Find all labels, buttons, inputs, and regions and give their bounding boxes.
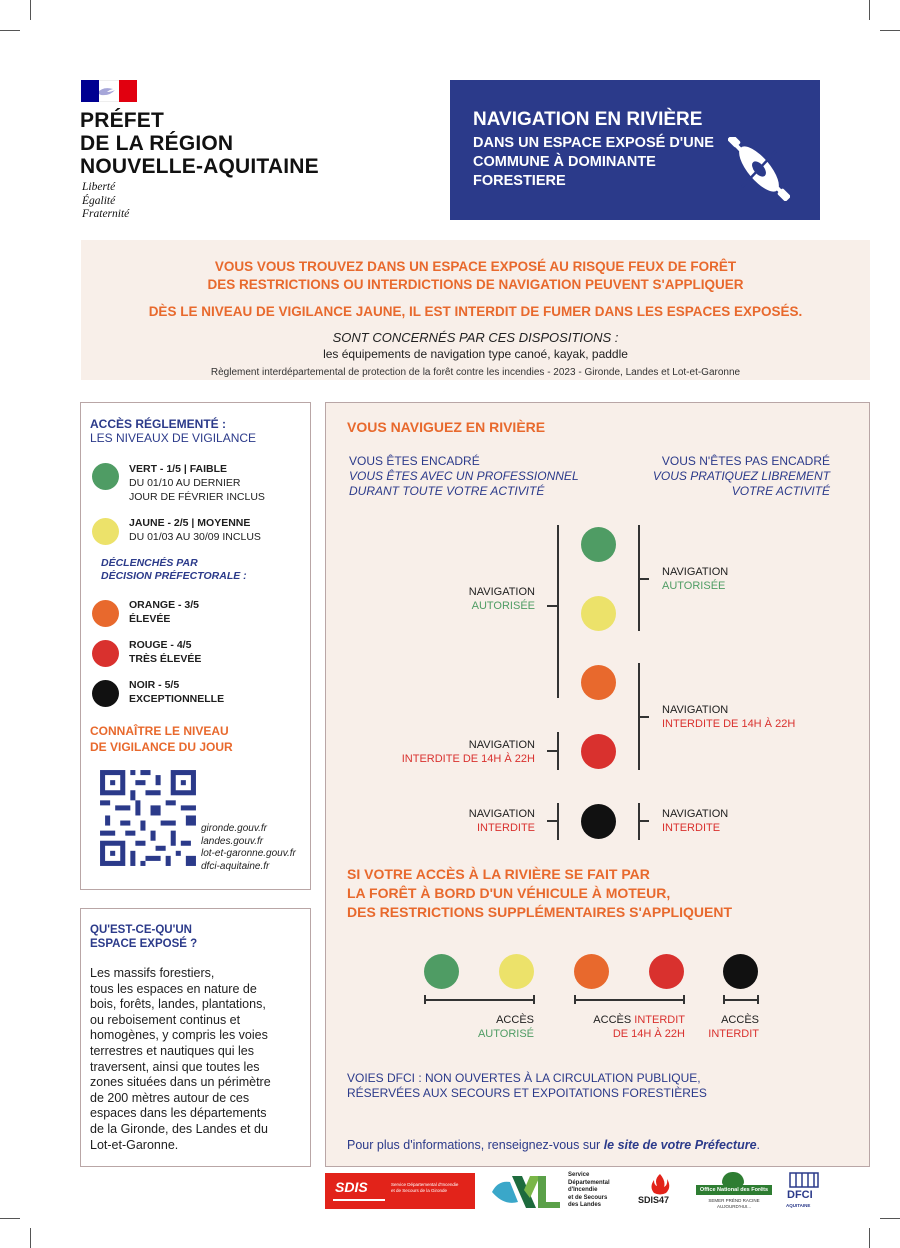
info-end: . — [756, 1138, 761, 1152]
sdis40-logo — [490, 1172, 620, 1214]
sdis47-name: SDIS47 — [638, 1195, 670, 1205]
vehicule-line-2: LA FORÊT À BORD D'UN VÉHICULE À MOTEUR, — [347, 885, 671, 901]
espace-line: tous les espaces en nature de — [90, 981, 257, 996]
level-dot-yellow — [92, 518, 119, 545]
sdis40-line-4: et de Secours — [568, 1194, 608, 1201]
sdis40-line-1: Service — [568, 1172, 590, 1178]
acces-interdit-part2: DE 14H À 22H — [612, 1028, 685, 1040]
riviere-dot-green — [581, 527, 616, 562]
title-box — [450, 80, 820, 220]
sdis40-line-2: Départemental — [568, 1179, 610, 1186]
acces-label-2: ACCÈS — [593, 1014, 632, 1026]
riviere-dot-orange — [581, 665, 616, 700]
left-nav-label-2: NAVIGATION — [468, 739, 535, 751]
prefet-line-3: NOUVELLE-AQUITAINE — [80, 155, 319, 178]
right-interdite: INTERDITE — [662, 822, 721, 834]
espace-line: terrestres et nautiques qui les — [90, 1043, 254, 1058]
know-level-line-1: CONNAÎTRE LE NIVEAU — [90, 724, 229, 738]
info-line — [347, 1138, 760, 1152]
level-dot-orange — [92, 600, 119, 627]
kayak-icon — [728, 137, 790, 201]
site-lot-et-garonne[interactable]: lot-et-garonne.gouv.fr — [201, 848, 296, 859]
left-interdite-horaire: INTERDITE DE 14H À 22H — [401, 753, 535, 765]
sdis33-sub-1: Service Départemental d'Incendie — [391, 1182, 459, 1187]
devise — [82, 181, 129, 222]
flame-icon — [648, 1173, 672, 1195]
level-black-desc: EXCEPTIONNELLE — [129, 693, 225, 705]
prefet-line-1: PRÉFET — [80, 109, 165, 132]
non-encadre-title: VOUS N'ÊTES PAS ENCADRÉ — [661, 454, 830, 468]
onf-sub-2: AUJOURD'HUI... — [716, 1204, 752, 1209]
sdis33-sub-2: et de Secours de la Gironde — [391, 1188, 448, 1193]
right-interdite-horaire: INTERDITE DE 14H À 22H — [662, 718, 796, 730]
smoking-ban: DÈS LE NIVEAU DE VIGILANCE JAUNE, IL EST INTERDIT DE FUMER DANS LES ESPACES EXPOSÉS. — [148, 304, 803, 319]
site-landes[interactable]: landes.gouv.fr — [201, 835, 264, 847]
espace-line: zones situées dans un périmètre — [90, 1075, 271, 1090]
acces-dot-black — [723, 954, 758, 989]
level-yellow-period: DU 01/03 AU 30/09 INCLUS — [129, 531, 261, 543]
sdis33-name: SDIS — [335, 1179, 368, 1195]
bracket-acces-interdit-horaire — [574, 999, 684, 1001]
sdis40-line-5: des Landes — [568, 1202, 602, 1208]
espace-line: traversent, ainsi que toutes les — [90, 1059, 260, 1074]
concerned-title: SONT CONCERNÉS PAR CES DISPOSITIONS : — [332, 330, 619, 345]
encadre-sub-2: DURANT TOUTE VOTRE ACTIVITÉ — [349, 484, 545, 498]
concerned-equipment: les équipements de navigation type canoé, kayak, paddle — [323, 347, 628, 361]
bracket-acces-autorise — [424, 999, 534, 1001]
right-nav-label-2: NAVIGATION — [662, 704, 729, 716]
level-black-label: NOIR - 5/5 — [129, 679, 180, 691]
sdis47-logo — [636, 1173, 682, 1213]
left-nav-label-3: NAVIGATION — [468, 808, 535, 820]
title-sub: DANS UN ESPACE EXPOSÉ D'UNE COMMUNE À DOMINANTE FORESTIERE — [473, 135, 714, 189]
devise-egalite: Égalité — [82, 194, 116, 207]
espace-definition — [90, 966, 271, 1153]
tower-icon — [789, 1172, 819, 1188]
onf-logo — [696, 1172, 772, 1214]
acces-dot-orange — [574, 954, 609, 989]
warning-line-2: DES RESTRICTIONS OU INTERDICTIONS DE NAVIGATION PEUVENT S'APPLIQUER — [207, 277, 744, 292]
level-orange-label: ORANGE - 3/5 — [129, 599, 200, 611]
right-autorisee: AUTORISÉE — [662, 580, 726, 592]
right-nav-label-1: NAVIGATION — [662, 566, 729, 578]
prefet-title — [80, 109, 319, 178]
dfci-line-2: RÉSERVÉES AUX SECOURS ET EXPOITATIONS FORESTIÈRES — [347, 1086, 707, 1100]
dfci-name: DFCI — [787, 1189, 813, 1201]
vehicule-line-3: DES RESTRICTIONS SUPPLÉMENTAIRES S'APPLIQUENT — [347, 904, 732, 920]
espace-line: Lot-et-Garonne. — [90, 1137, 179, 1152]
acces-dot-yellow — [499, 954, 534, 989]
riviere-title: VOUS NAVIGUEZ EN RIVIÈRE — [347, 419, 546, 435]
level-yellow-label: JAUNE - 2/5 | MOYENNE — [129, 517, 251, 529]
title-main: NAVIGATION EN RIVIÈRE — [473, 109, 703, 130]
level-red-desc: TRÈS ÉLEVÉE — [129, 653, 202, 665]
sdis33-logo — [325, 1173, 475, 1209]
espace-line: Les massifs forestiers, — [90, 966, 215, 980]
encadre-sub-1: VOUS ÊTES AVEC UN PROFESSIONNEL — [349, 469, 579, 483]
left-nav-label-1: NAVIGATION — [468, 586, 535, 598]
level-dot-red — [92, 640, 119, 667]
espace-line: homogènes, y compris les voies — [90, 1028, 268, 1043]
acces-interdit-part1: INTERDIT — [634, 1014, 685, 1026]
reglement-reference: Règlement interdépartemental de protection de la forêt contre les incendies - 2023 - Gironde, Landes et Lot-et-Garonne — [210, 367, 741, 378]
level-green-label: VERT - 1/5 | FAIBLE — [129, 463, 228, 475]
riviere-dot-yellow — [581, 596, 616, 631]
acces-label-1: ACCÈS — [496, 1014, 534, 1026]
acces-autorise: AUTORISÉ — [477, 1028, 534, 1040]
warning-band — [81, 240, 870, 380]
level-dot-green — [92, 463, 119, 490]
level-red-label: ROUGE - 4/5 — [129, 639, 192, 651]
bracket-left-interdite — [557, 803, 559, 840]
onf-name: Office National des Forêts — [696, 1185, 772, 1195]
bracket-right-interdite — [638, 803, 640, 840]
level-dot-black — [92, 680, 119, 707]
declenche-line-2: DÉCISION PRÉFECTORALE : — [101, 570, 247, 582]
site-dfci[interactable]: dfci-aquitaine.fr — [201, 860, 270, 872]
non-encadre-sub-2: VOTRE ACTIVITÉ — [731, 484, 830, 498]
bracket-acces-interdit — [723, 999, 758, 1001]
espace-line: espaces dans les départements — [90, 1106, 267, 1121]
dfci-sub: AQUITAINE — [786, 1203, 811, 1208]
vigilance-title: ACCÈS RÉGLEMENTÉ : — [90, 417, 227, 431]
sdis40-mark-icon — [490, 1172, 562, 1212]
know-level-line-2: DE VIGILANCE DU JOUR — [90, 740, 233, 754]
right-nav-label-3: NAVIGATION — [662, 808, 729, 820]
left-interdite: INTERDITE — [476, 822, 535, 834]
espace-title-1: QU'EST-CE-QU'UN — [90, 924, 192, 936]
acces-interdit: INTERDIT — [708, 1028, 759, 1040]
encadre-title: VOUS ÊTES ENCADRÉ — [349, 454, 480, 468]
info-text: Pour plus d'informations, renseignez-vous sur — [347, 1138, 604, 1152]
left-autorisee: AUTORISÉE — [471, 600, 535, 612]
onf-sub-1: SEMER PRÉND RACINE — [708, 1198, 760, 1203]
devise-fraternite: Fraternité — [82, 208, 130, 220]
acces-dot-green — [424, 954, 459, 989]
espace-line: de 200 mètres autour de ces — [90, 1090, 250, 1105]
devise-liberte: Liberté — [82, 181, 116, 193]
vigilance-subtitle: LES NIVEAUX DE VIGILANCE — [90, 431, 257, 445]
riviere-dot-red — [581, 734, 616, 769]
qr-code[interactable] — [95, 765, 201, 871]
espace-line: ou reboisement continus et — [90, 1012, 241, 1027]
bracket-left-autorisee — [557, 525, 559, 698]
acces-dot-red — [649, 954, 684, 989]
dfci-line-1: VOIES DFCI : NON OUVERTES À LA CIRCULATION PUBLIQUE, — [347, 1071, 701, 1085]
prefet-line-2: DE LA RÉGION — [80, 132, 234, 155]
declenche-line-1: DÉCLENCHÉS PAR — [101, 557, 198, 569]
level-orange-desc: ÉLEVÉE — [129, 613, 171, 625]
riviere-dot-black — [581, 804, 616, 839]
non-encadre-sub-1: VOUS PRATIQUEZ LIBREMENT — [652, 469, 830, 483]
level-green-period-2: JOUR DE FÉVRIER INCLUS — [129, 491, 265, 503]
espace-title-2: ESPACE EXPOSÉ ? — [90, 938, 198, 950]
sdis40-line-3: d'Incendie — [568, 1187, 598, 1193]
espace-line: de la Gironde, des Landes et du — [90, 1121, 268, 1136]
warning-line-1: VOUS VOUS TROUVEZ DANS UN ESPACE EXPOSÉ AU RISQUE FEUX DE FORÊT — [214, 259, 737, 274]
marianne-logo — [81, 80, 137, 102]
prefecture-link[interactable]: le site de votre Préfecture — [603, 1138, 757, 1152]
espace-line: bois, forêts, landes, plantations, — [90, 997, 266, 1012]
riviere-panel — [325, 402, 870, 1167]
dfci-logo — [786, 1172, 822, 1214]
level-green-period-1: DU 01/10 AU DERNIER — [129, 477, 241, 489]
site-gironde[interactable]: gironde.gouv.fr — [201, 823, 267, 834]
vehicule-line-1: SI VOTRE ACCÈS À LA RIVIÈRE SE FAIT PAR — [347, 866, 650, 882]
acces-label-3: ACCÈS — [721, 1014, 759, 1026]
